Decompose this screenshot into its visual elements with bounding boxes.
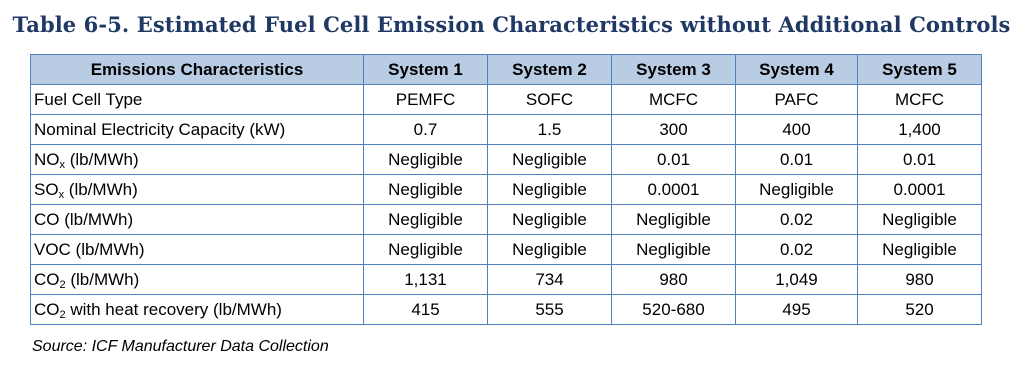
table-cell: PEMFC [364,85,488,115]
table-cell: Negligible [488,235,612,265]
label-suffix: (lb/MWh) [65,149,139,169]
table-cell: 1.5 [488,115,612,145]
table-cell: 0.01 [736,145,858,175]
emissions-table [30,54,982,325]
table-row [31,85,982,115]
label-subscript: 2 [59,278,66,291]
table-cell: Negligible [488,175,612,205]
label-subscript: x [59,158,65,171]
table-cell: 0.7 [364,115,488,145]
table-row [31,115,982,145]
header-system-3: System 3 [612,55,736,85]
table-cell: Negligible [364,175,488,205]
label-suffix: with heat recovery (lb/MWh) [65,299,282,319]
table-cell: 0.01 [858,145,982,175]
table-title: Table 6-5. Estimated Fuel Cell Emission Characteristics without Additional Controls [12,12,1011,37]
label-subscript: 2 [59,308,66,321]
table-cell: 300 [612,115,736,145]
header-system-2: System 2 [488,55,612,85]
label-suffix: (lb/MWh) [64,179,138,199]
table-cell: 495 [736,295,858,325]
table-cell: 415 [364,295,488,325]
header-system-1: System 1 [364,55,488,85]
row-label-fuel-cell-type: Fuel Cell Type [31,85,364,115]
table-cell: 0.02 [736,205,858,235]
table-row [31,295,982,325]
table-cell: 555 [488,295,612,325]
table-cell: 1,049 [736,265,858,295]
table-cell: 520 [858,295,982,325]
header-emissions-characteristics: Emissions Characteristics [31,55,364,85]
table-cell: Negligible [612,205,736,235]
label-suffix: (lb/MWh) [65,269,140,289]
row-label-sox [31,175,364,205]
table-cell: 734 [488,265,612,295]
table-cell: MCFC [858,85,982,115]
table-row [31,235,982,265]
table-cell: SOFC [488,85,612,115]
table-cell: Negligible [858,205,982,235]
label-prefix: SO [34,179,59,199]
table-cell: Negligible [612,235,736,265]
source-note: Source: ICF Manufacturer Data Collection [32,338,329,355]
table-cell: PAFC [736,85,858,115]
table-cell: Negligible [364,205,488,235]
table-row [31,205,982,235]
table-cell: Negligible [488,205,612,235]
row-label-nox [31,145,364,175]
label-prefix: CO [34,299,60,319]
table-cell: Negligible [488,145,612,175]
table-cell: Negligible [736,175,858,205]
row-label-voc: VOC (lb/MWh) [31,235,364,265]
table-cell: 1,131 [364,265,488,295]
table-cell: 0.0001 [612,175,736,205]
table-cell: 980 [612,265,736,295]
table-cell: 1,400 [858,115,982,145]
table-cell: 980 [858,265,982,295]
label-prefix: NO [34,149,60,169]
table-row [31,145,982,175]
table-cell: 0.01 [612,145,736,175]
table-cell: 0.02 [736,235,858,265]
table-cell: 0.0001 [858,175,982,205]
header-system-4: System 4 [736,55,858,85]
row-label-co: CO (lb/MWh) [31,205,364,235]
row-label-nominal-capacity: Nominal Electricity Capacity (kW) [31,115,364,145]
row-label-co2-heat-recovery [31,295,364,325]
table-cell: 400 [736,115,858,145]
table-row [31,175,982,205]
label-subscript: x [58,188,65,201]
table-cell: MCFC [612,85,736,115]
label-prefix: CO [34,269,60,289]
table-cell: 520-680 [612,295,736,325]
table-cell: Negligible [364,145,488,175]
header-row [31,55,982,85]
row-label-co2 [31,265,364,295]
table-cell: Negligible [364,235,488,265]
header-system-5: System 5 [858,55,982,85]
table-cell: Negligible [858,235,982,265]
table-row [31,265,982,295]
